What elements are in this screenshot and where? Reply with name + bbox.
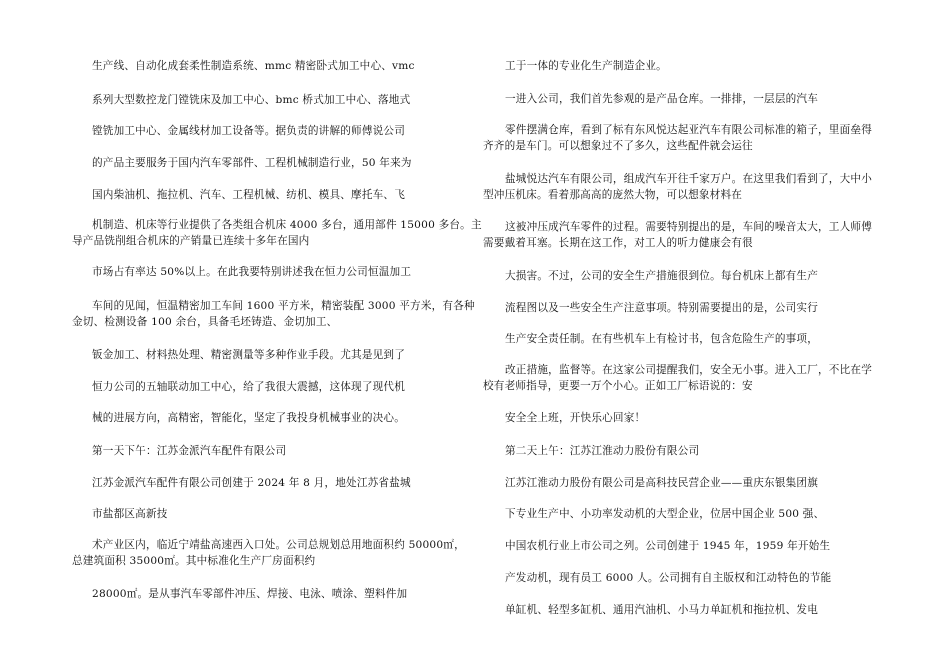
section-heading: 第二天上午：江苏江淮动力股份有限公司 xyxy=(505,445,700,457)
text-line: 恒力公司的五轴联动加工中心，给了我很大震撼，这体现了现代机 xyxy=(92,381,406,393)
text-line: 齐齐的是车门。可以想象过不了多久，这些配件就会运往 xyxy=(483,140,753,152)
text-line: 金切、检测设备 100 余台，具备毛坯铸造、金切加工、 xyxy=(72,316,338,328)
text-line: 生产线、自动化成套柔性制造系统、mmc 精密卧式加工中心、vmc xyxy=(92,60,415,72)
section-heading: 第一天下午：江苏金派汽车配件有限公司 xyxy=(92,445,287,457)
text-line: 型冲压机床。看着那高高的庞然大物，可以想象材料在 xyxy=(483,189,743,201)
text-line: 市盐都区高新技 xyxy=(92,508,168,520)
text-line: 镗铣加工中心、金属线材加工设备等。据负责的讲解的师傅说公司 xyxy=(92,125,406,137)
text-line: 零件摆满仓库，看到了标有东风悦达起亚汽车有限公司标准的箱子，里面垒得 xyxy=(505,124,872,136)
text-line: 需要戴着耳塞。长期在这工作，对工人的听力健康会有很 xyxy=(483,237,753,249)
text-line: 盐城悦达汽车有限公司，组成汽车开往千家万户。在这里我们看到了，大中小 xyxy=(505,173,872,185)
text-line: 系列大型数控龙门镗铣床及加工中心、bmc 桥式加工中心、落地式 xyxy=(92,94,411,106)
text-line: 市场占有率达 50%以上。在此我要特别讲述我在恒力公司恒温加工 xyxy=(92,266,412,278)
text-line: 机制造、机床等行业提供了各类组合机床 4000 多台，通用部件 15000 多台。主 xyxy=(92,219,482,231)
text-line: 钣金加工、材料热处理、精密测量等多种作业手段。尤其是见到了 xyxy=(92,349,406,361)
text-line: 江苏金派汽车配件有限公司创建于 2024 年 8 月，地处江苏省盐城 xyxy=(92,477,411,489)
text-line: 总建筑面积 35000㎡。其中标准化生产厂房面积约 xyxy=(72,555,316,567)
text-line: 这被冲压成汽车零件的过程。需要特别提出的是，车间的噪音太大，工人师傅 xyxy=(505,221,872,233)
text-line: 单缸机、轻型多缸机、通用汽油机、小马力单缸机和拖拉机、发电 xyxy=(505,604,819,616)
text-line: 车间的见闻，恒温精密加工车间 1600 平方米，精密装配 3000 平方米，有各种 xyxy=(92,300,475,312)
text-line: 江苏江淮动力股份有限公司是高科技民营企业——重庆东银集团旗 xyxy=(505,477,819,489)
text-line: 国内柴油机、拖拉机、汽车、工程机械、纺机、模具、摩托车、飞 xyxy=(92,189,406,201)
text-line: 的产品主要服务于国内汽车零部件、工程机械制造行业，50 年来为 xyxy=(92,157,412,169)
text-line: 械的进展方向，高精密，智能化，坚定了我投身机械事业的决心。 xyxy=(92,412,406,424)
text-line: 一进入公司，我们首先参观的是产品仓库。一排排，一层层的汽车 xyxy=(505,93,819,105)
text-line: 流程图以及一些安全生产注意事项。特别需要提出的是，公司实行 xyxy=(505,302,819,314)
text-line: 术产业区内，临近宁靖盐高速西入口处。公司总规划总用地面积约 50000㎡， xyxy=(92,539,465,551)
text-line: 下专业生产中、小功率发动机的大型企业，位居中国企业 500 强、 xyxy=(505,508,825,520)
text-line: 生产安全责任制。在有些机车上有检讨书，包含危险生产的事项， xyxy=(505,333,819,345)
text-line: 产发动机，现有员工 6000 人。公司拥有自主版权和江动特色的节能 xyxy=(505,572,832,584)
text-line: 校有老师指导，更要一万个小心。正如工厂标语说的：安 xyxy=(483,380,753,392)
text-line: 工于一体的专业化生产制造企业。 xyxy=(505,60,667,72)
text-line: 改正措施，监督等。在这家公司提醒我们，安全无小事。进入工厂，不比在学 xyxy=(505,364,872,376)
text-line: 28000㎡。是从事汽车零部件冲压、焊接、电泳、喷涂、塑料件加 xyxy=(92,588,408,600)
text-line: 安全全上班，开快乐心回家！ xyxy=(505,412,646,424)
text-line: 导产品铣削组合机床的产销量已连续十多年在国内 xyxy=(72,235,310,247)
text-line: 大损害。不过，公司的安全生产措施很到位。每台机床上都有生产 xyxy=(505,270,819,282)
text-line: 中国农机行业上市公司之列。公司创建于 1945 年，1959 年开始生 xyxy=(505,540,831,552)
